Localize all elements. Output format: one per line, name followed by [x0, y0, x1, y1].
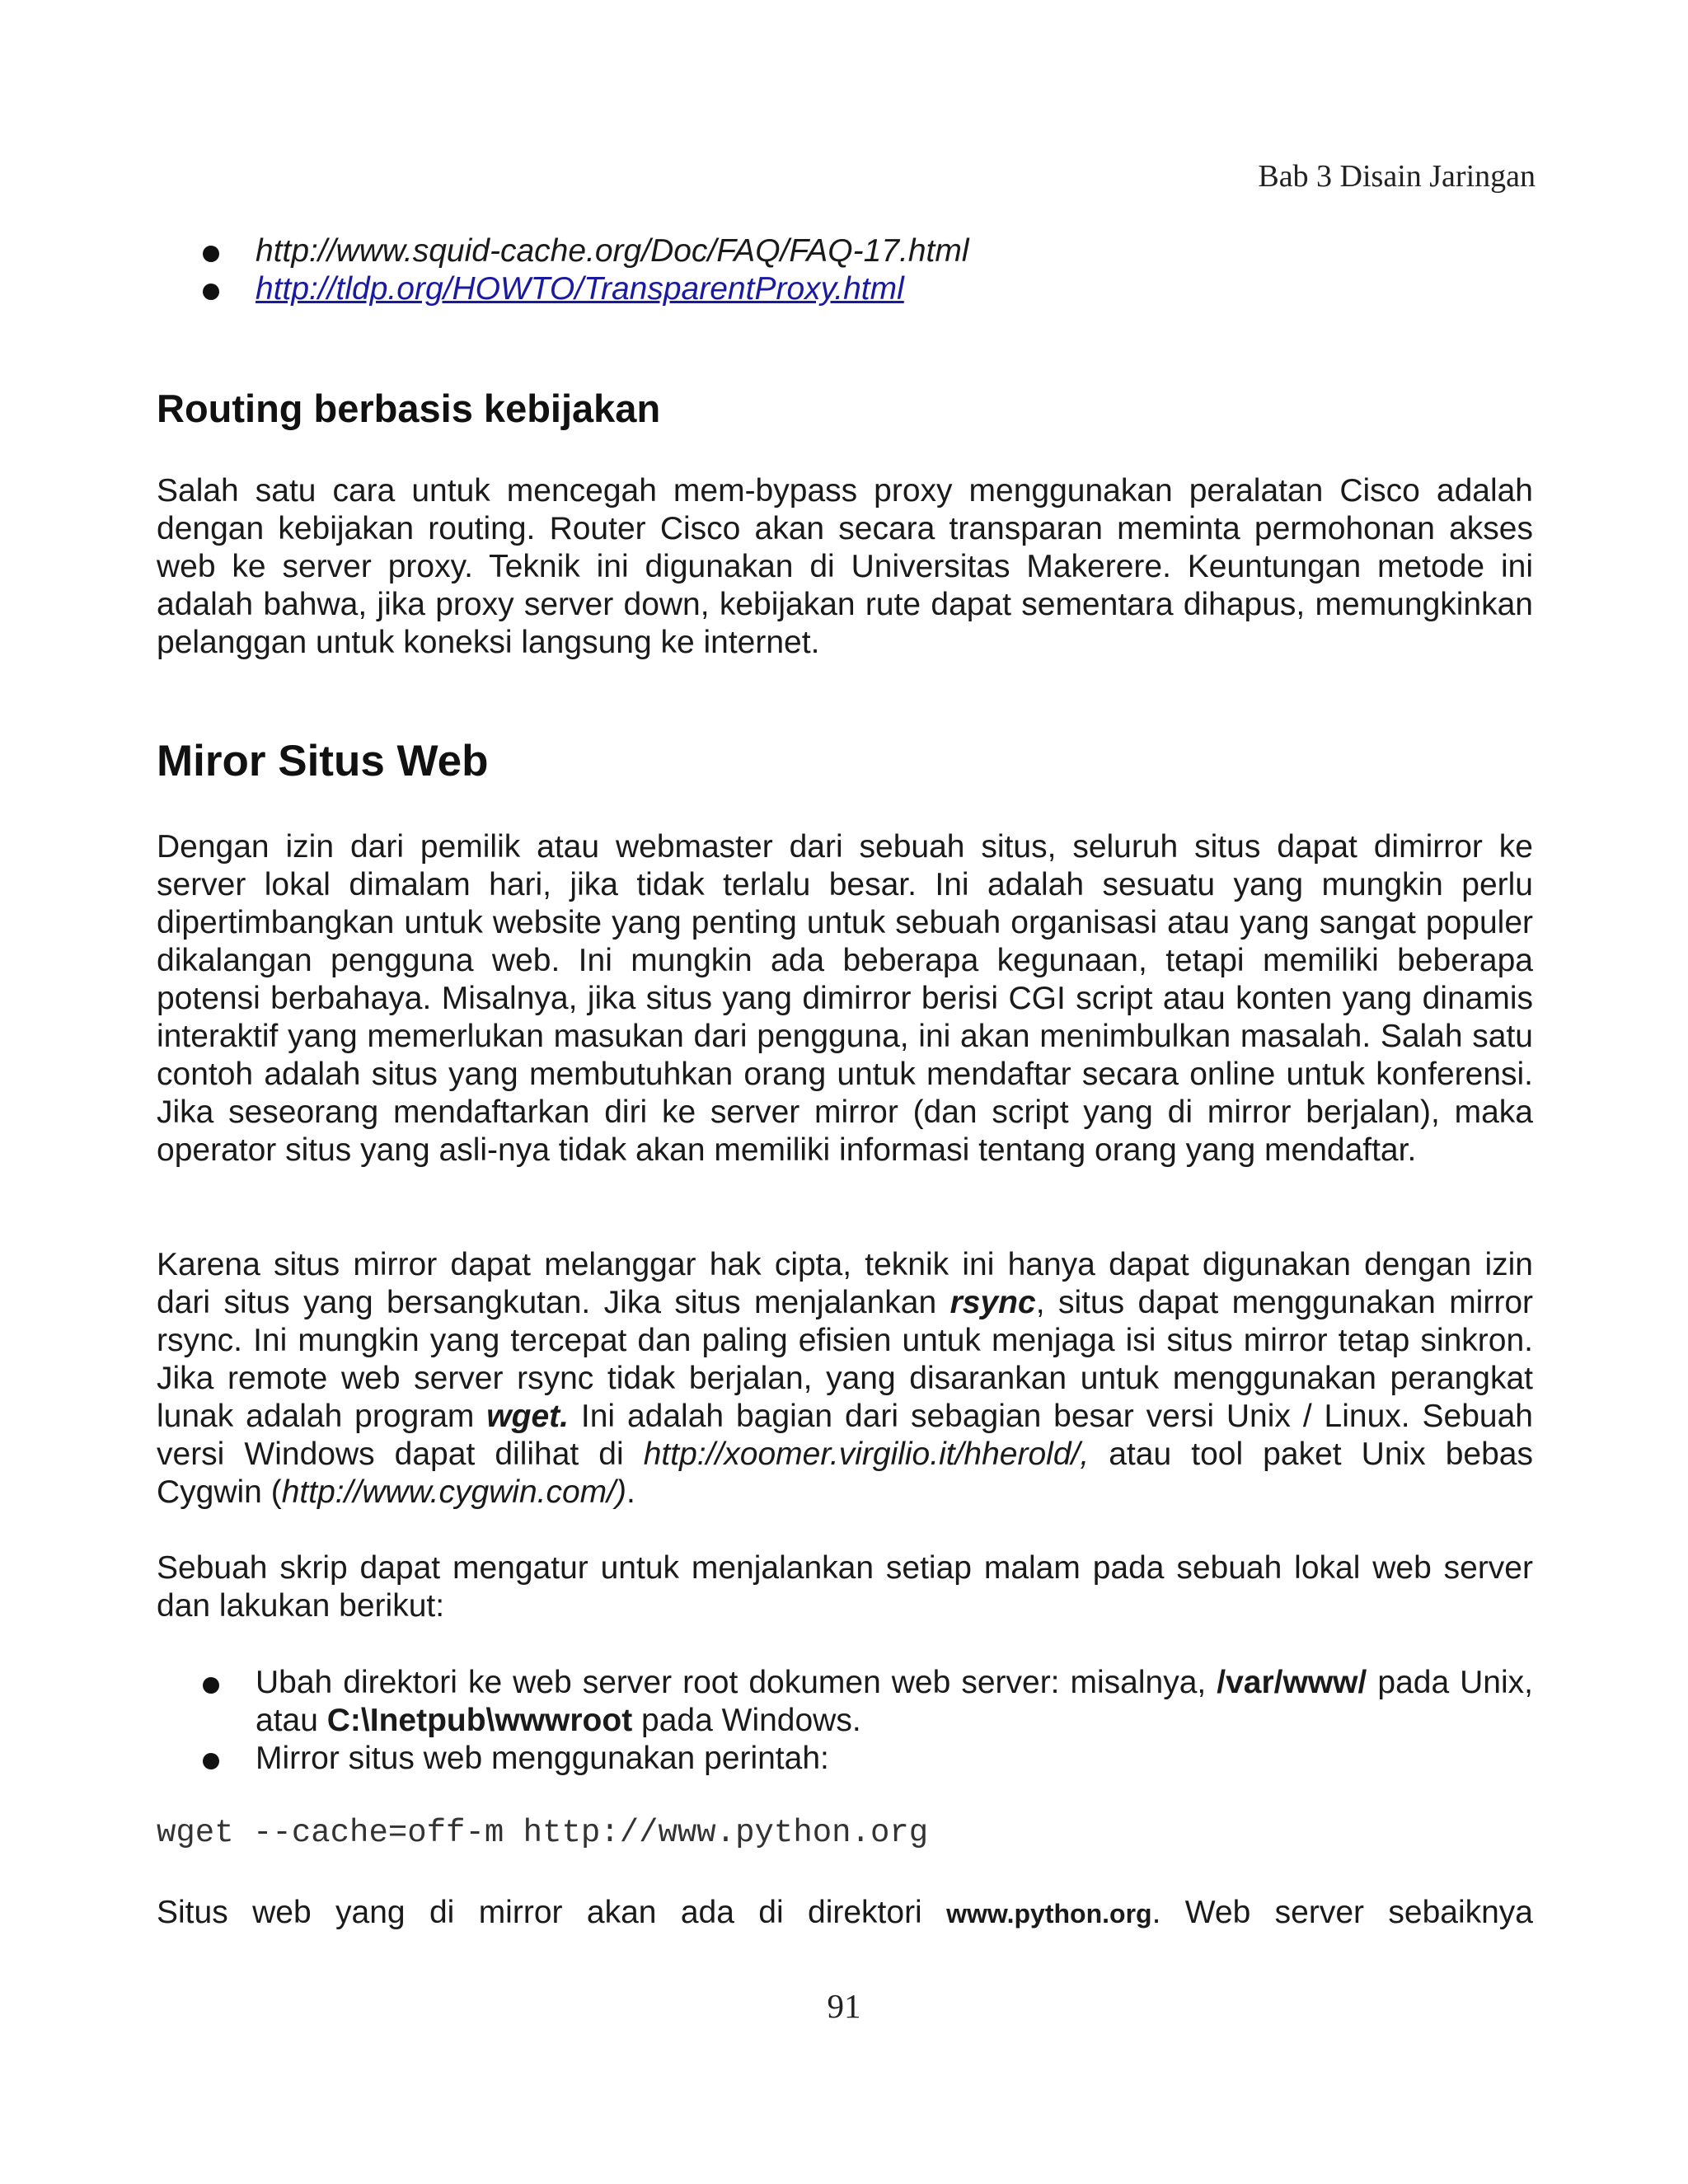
bullet-icon [203, 246, 219, 262]
steps-list [157, 1664, 1533, 1778]
rsync-term: rsync [950, 1285, 1036, 1320]
directory-name: www.python.org [946, 1899, 1152, 1929]
miror-paragraph-3: Sebuah skrip dapat mengatur untuk menjalankan setiap malam pada sebuah lokal web server dan lakukan berikut: [157, 1550, 1533, 1624]
miror-paragraph-4 [157, 1894, 1533, 1933]
path-windows: C:\Inetpub\wwwroot [326, 1703, 633, 1738]
text-run: . Web server sebaiknya [1151, 1895, 1533, 1930]
reference-list [157, 232, 969, 308]
text-run: Ubah direktori ke web server root dokumen web server: misalnya, [256, 1665, 1217, 1700]
text-run: , situs dapat menggunakan mirror rsync. Ini mungkin yang tercepat dan paling efisien untuk menjaga isi situs mirror tetap sinkron. Jika remote web server rsync tidak berjalan, yang disarankan untuk menggunakan perangkat lunak adalah program [157, 1285, 1533, 1434]
bullet-icon [203, 1753, 219, 1769]
reference-item [157, 270, 969, 308]
section-heading-miror: Miror Situs Web [157, 737, 489, 785]
xoomer-url: http://xoomer.virgilio.it/hherold/, [643, 1436, 1090, 1472]
miror-paragraph-2 [157, 1246, 1533, 1511]
path-unix: /var/www/ [1217, 1665, 1367, 1700]
bullet-icon [203, 1677, 219, 1694]
step-item-mirror [157, 1740, 1533, 1778]
miror-paragraph-1: Dengan izin dari pemilik atau webmaster dari sebuah situs, seluruh situs dapat dimirror ke server lokal dimalam hari, jika tidak terlalu besar. Ini adalah sesuatu yang mungkin perlu dipertimbangkan untuk website yang penting untuk sebuah organisasi atau yang sangat populer dikalangan pengguna web. Ini mungkin ada beberapa kegunaan, tetapi memiliki beberapa potensi berbahaya. Misalnya, jika situs yang dimirror berisi CGI script atau konten yang dinamis interaktif yang memerlukan masukan dari pengguna, ini akan menimbulkan masalah. Salah satu contoh adalah situs yang membutuhkan orang untuk mendaftar secara online untuk konferensi. Jika seseorang mendaftarkan diri ke server mirror (dan script yang di mirror berjalan), maka operator situs yang asli-nya tidak akan memiliki informasi tentang orang yang mendaftar. [157, 829, 1533, 1168]
page-number: 91 [827, 1987, 861, 2025]
text-run: . [626, 1474, 635, 1510]
text-run: Mirror situs web menggunakan perintah: [256, 1741, 829, 1776]
bullet-icon [203, 284, 219, 300]
cygwin-url: http://www.cygwin.com/) [281, 1474, 626, 1510]
reference-item [157, 232, 969, 270]
text-run: Karena situs mirror dapat melanggar hak cipta, teknik ini hanya dapat digunakan dengan izin dari situs yang bersangkutan. Jika situs menjalankan [157, 1247, 1533, 1320]
routing-paragraph: Salah satu cara untuk mencegah mem-bypass proxy menggunakan peralatan Cisco adalah dengan kebijakan routing. Router Cisco akan secara transparan meminta permohonan akses web ke server proxy. Teknik ini digunakan di Universitas Makerere. Keuntungan metode ini adalah bahwa, jika proxy server down, kebijakan rute dapat sementara dihapus, memungkinkan pelanggan untuk koneksi langsung ke internet. [157, 473, 1533, 660]
reference-url-squid: http://www.squid-cache.org/Doc/FAQ/FAQ-17.html [256, 233, 969, 269]
code-command: wget --cache=off-m http://www.python.org [157, 1815, 929, 1851]
step-item-change-dir [157, 1664, 1533, 1740]
text-run: pada Unix, atau [256, 1665, 1534, 1738]
section-heading-routing: Routing berbasis kebijakan [157, 387, 661, 430]
reference-link-tldp[interactable]: http://tldp.org/HOWTO/TransparentProxy.html [256, 271, 904, 307]
text-run: Situs web yang di mirror akan ada di direktori [157, 1895, 947, 1930]
wget-term: wget. [486, 1399, 569, 1434]
text-run: pada Windows. [632, 1703, 861, 1738]
text-run: atau tool paket Unix bebas Cygwin ( [157, 1436, 1533, 1510]
text-run: Ini adalah bagian dari sebagian besar versi Unix / Linux. Sebuah versi Windows dapat dilihat di [157, 1399, 1533, 1472]
running-header: Bab 3 Disain Jaringan [1258, 159, 1536, 194]
